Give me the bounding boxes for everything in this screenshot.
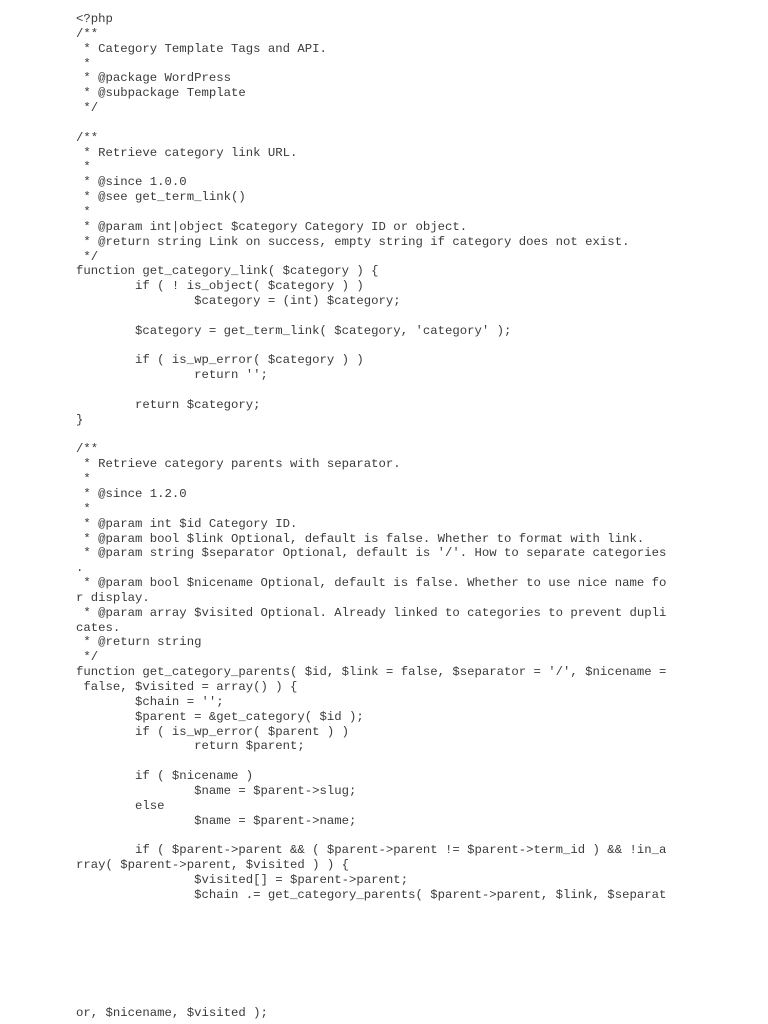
code-line: *: [76, 501, 91, 516]
code-line: * Category Template Tags and API.: [76, 41, 327, 56]
code-line: * @since 1.0.0: [76, 175, 187, 190]
code-line: [76, 116, 666, 131]
code-line: * @return string Link on success, empty string if category does not exist.: [76, 234, 630, 249]
code-line: * @see get_term_link(): [76, 190, 246, 205]
code-line: [76, 428, 666, 443]
code-line: * @param bool $nicename Optional, default is false. Whether to use nice name fo: [76, 576, 667, 591]
code-line: * @subpackage Template: [76, 86, 246, 101]
code-line: <?php: [76, 12, 113, 26]
code-line: if ( is_wp_error( $parent ) ): [76, 724, 350, 739]
code-line: $name = $parent->name;: [76, 813, 357, 828]
code-continuation-line: or, $nicename, $visited );: [76, 1006, 268, 1020]
code-line: *: [76, 56, 91, 71]
code-line: *: [76, 204, 91, 219]
code-line: return $parent;: [76, 739, 305, 754]
code-line: [76, 309, 666, 324]
code-line: else: [76, 798, 165, 813]
code-line: if ( ! is_object( $category ) ): [76, 279, 364, 294]
code-line: * Retrieve category link URL.: [76, 145, 298, 160]
code-line: $category = get_term_link( $category, 'category' );: [76, 323, 512, 338]
code-line: * @param array $visited Optional. Already linked to categories to prevent dupli: [76, 605, 667, 620]
code-line: $category = (int) $category;: [76, 294, 401, 309]
code-line: .: [76, 561, 84, 576]
code-line: false, $visited = array() ) {: [76, 679, 298, 694]
code-line: [76, 828, 666, 843]
code-line: }: [76, 412, 84, 427]
code-line: *: [76, 472, 91, 487]
code-line: * @param int|object $category Category ID or object.: [76, 219, 468, 234]
code-line: * Retrieve category parents with separator.: [76, 457, 401, 472]
code-line: function get_category_link( $category ) {: [76, 264, 379, 279]
code-line: * @since 1.2.0: [76, 487, 187, 501]
code-line: *: [76, 160, 91, 175]
code-line: if ( is_wp_error( $category ) ): [76, 353, 364, 368]
code-line: rray( $parent->parent, $visited ) ) {: [76, 858, 350, 873]
code-line: [76, 339, 666, 354]
code-block: [76, 12, 666, 903]
code-line: */: [76, 249, 99, 264]
code-line: function get_category_parents( $id, $link = false, $separator = '/', $nicename =: [76, 665, 667, 680]
code-line: * @return string: [76, 635, 202, 650]
code-line: $visited[] = $parent->parent;: [76, 872, 409, 887]
code-line: cates.: [76, 620, 121, 635]
code-line: */: [76, 650, 99, 665]
code-line: [76, 754, 666, 769]
code-line: $chain .= get_category_parents( $parent->parent, $link, $separat: [76, 887, 667, 902]
code-line: return $category;: [76, 397, 261, 412]
code-line: return '';: [76, 368, 268, 383]
code-line: if ( $nicename ): [76, 769, 254, 784]
code-line: * @param string $separator Optional, default is '/'. How to separate categories: [76, 546, 667, 561]
code-line: /**: [76, 26, 99, 41]
code-line: $parent = &get_category( $id );: [76, 709, 364, 724]
code-line: r display.: [76, 590, 150, 605]
code-line: /**: [76, 442, 99, 457]
code-line: * @param int $id Category ID.: [76, 516, 298, 531]
code-line: */: [76, 101, 99, 116]
code-line: $chain = '';: [76, 694, 224, 709]
code-line: /**: [76, 130, 99, 145]
code-line: * @param bool $link Optional, default is false. Whether to format with link.: [76, 531, 645, 546]
code-line: * @package WordPress: [76, 71, 231, 86]
code-line: [76, 383, 666, 398]
code-line: if ( $parent->parent && ( $parent->parent != $parent->term_id ) && !in_a: [76, 843, 667, 858]
code-line: $name = $parent->slug;: [76, 783, 357, 798]
